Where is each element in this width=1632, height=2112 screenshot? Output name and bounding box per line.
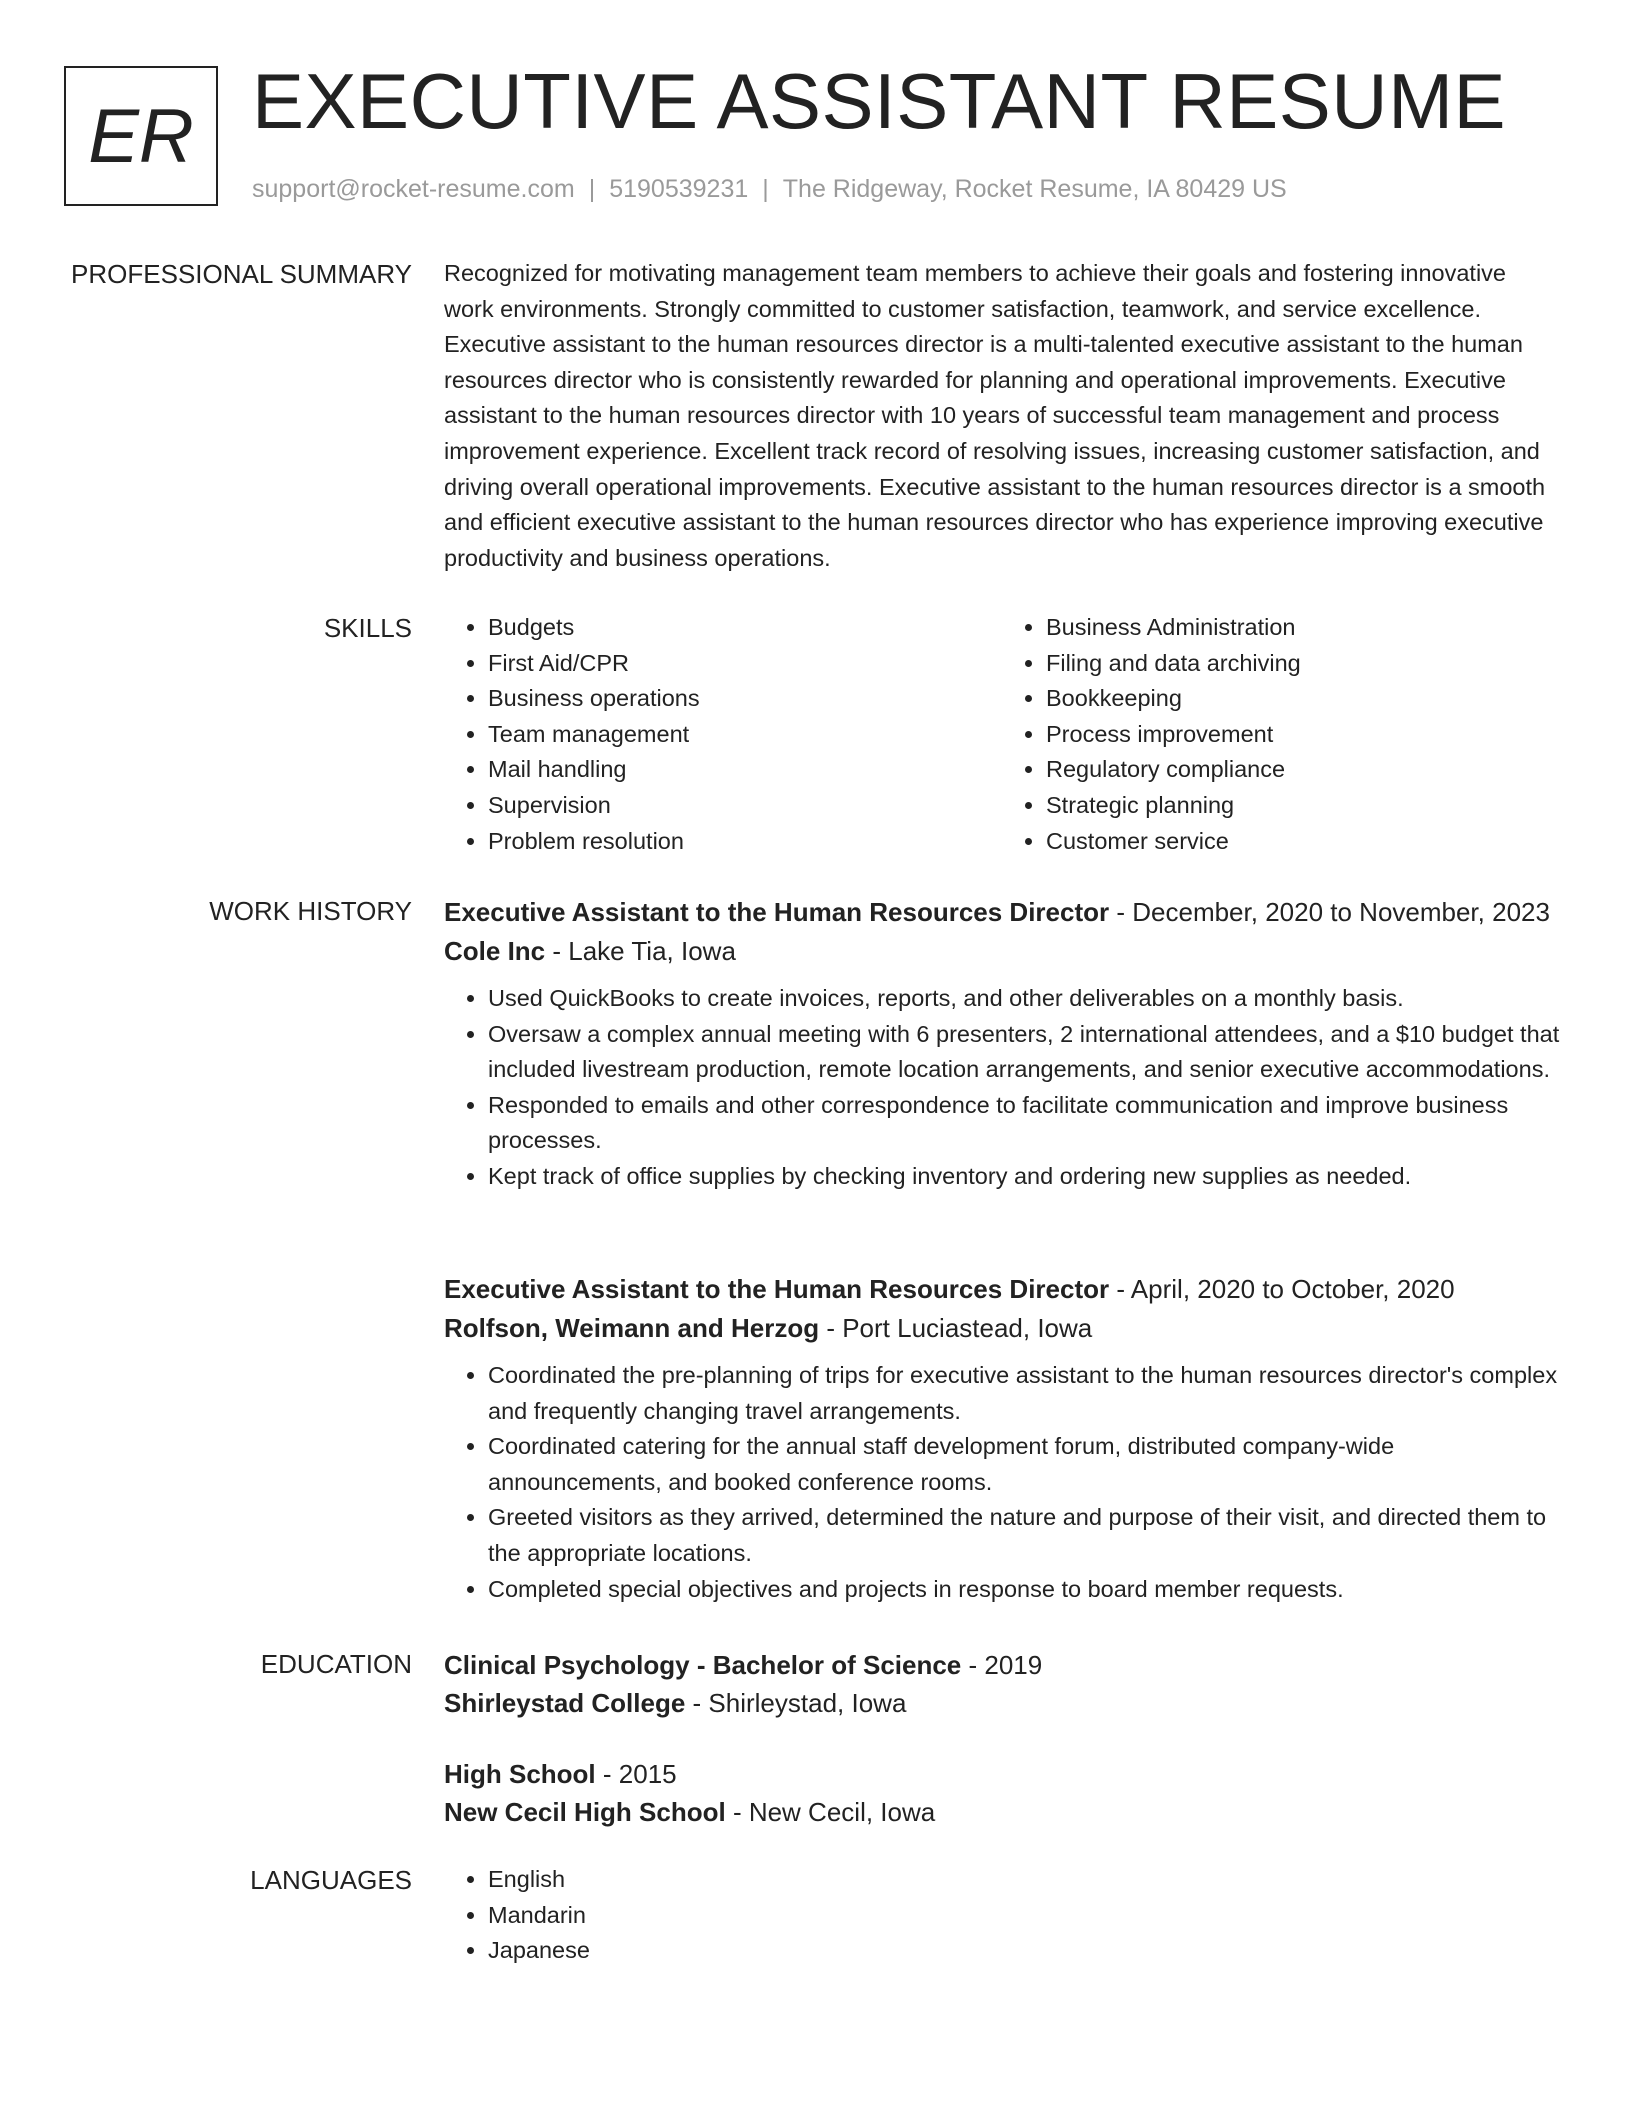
job-bullet: • Oversaw a complex annual meeting with 6 presenters, 2 international attendees, and a $10 budget that included livestream production, remote location arrangements, and senior executive accommodations. bbox=[488, 1017, 1560, 1088]
skill-item: • Team management bbox=[488, 717, 1002, 753]
edu-degree: Clinical Psychology - Bachelor of Science bbox=[444, 1650, 962, 1680]
skill-item: • Process improvement bbox=[1046, 717, 1560, 753]
skills-content bbox=[444, 610, 1560, 859]
section-label-work: WORK HISTORY bbox=[209, 896, 412, 926]
edu-degree: High School bbox=[444, 1759, 596, 1789]
skill-item: • Business Administration bbox=[1046, 610, 1560, 646]
job-bullet: • Greeted visitors as they arrived, determined the nature and purpose of their visit, and directed them to the appropriate locations. bbox=[488, 1500, 1560, 1571]
resume-title: EXECUTIVE ASSISTANT RESUME bbox=[252, 57, 1507, 145]
edu-degree-line bbox=[444, 1755, 1560, 1793]
job-dates: - April, 2020 to October, 2020 bbox=[1109, 1274, 1455, 1304]
job-bullets bbox=[444, 981, 1560, 1195]
monogram-box: ER bbox=[64, 66, 218, 206]
job-entry bbox=[444, 1270, 1560, 1607]
skill-item: • Customer service bbox=[1046, 824, 1560, 860]
skill-item: • Regulatory compliance bbox=[1046, 752, 1560, 788]
job-company: Cole Inc bbox=[444, 936, 546, 966]
job-bullet: • Kept track of office supplies by checking inventory and ordering new supplies as needed. bbox=[488, 1159, 1560, 1195]
education-entry bbox=[444, 1646, 1560, 1722]
job-bullets bbox=[444, 1358, 1560, 1607]
job-location: - Port Luciastead, Iowa bbox=[819, 1313, 1093, 1343]
job-company-line bbox=[444, 932, 1560, 971]
skill-item: • Bookkeeping bbox=[1046, 681, 1560, 717]
summary-content bbox=[444, 256, 1560, 576]
edu-location: - New Cecil, Iowa bbox=[725, 1797, 936, 1827]
job-title-line bbox=[444, 893, 1560, 932]
contact-separator: | bbox=[762, 175, 769, 203]
job-bullet: • Coordinated the pre-planning of trips for executive assistant to the human resources director's complex and frequently changing travel arrangements. bbox=[488, 1358, 1560, 1429]
skill-item: • Mail handling bbox=[488, 752, 1002, 788]
languages-list bbox=[444, 1862, 1560, 1969]
job-bullet: • Used QuickBooks to create invoices, reports, and other deliverables on a monthly basis. bbox=[488, 981, 1560, 1017]
contact-line bbox=[252, 172, 1287, 206]
section-label-skills: SKILLS bbox=[323, 613, 412, 643]
skill-item: • Supervision bbox=[488, 788, 1002, 824]
edu-school-line bbox=[444, 1684, 1560, 1722]
section-label-education: EDUCATION bbox=[260, 1649, 412, 1679]
job-title: Executive Assistant to the Human Resources Director bbox=[444, 897, 1110, 927]
skills-list-right bbox=[1002, 610, 1560, 859]
skill-item: • Business operations bbox=[488, 681, 1002, 717]
job-company: Rolfson, Weimann and Herzog bbox=[444, 1313, 820, 1343]
contact-email: support@rocket-resume.com bbox=[252, 175, 575, 203]
job-title: Executive Assistant to the Human Resources Director bbox=[444, 1274, 1110, 1304]
job-bullet: • Coordinated catering for the annual staff development forum, distributed company-wide announcements, and booked conference rooms. bbox=[488, 1429, 1560, 1500]
edu-school: New Cecil High School bbox=[444, 1797, 726, 1827]
edu-school: Shirleystad College bbox=[444, 1688, 686, 1718]
skill-item: • First Aid/CPR bbox=[488, 646, 1002, 682]
edu-year: - 2019 bbox=[961, 1650, 1043, 1680]
language-item: • Japanese bbox=[488, 1933, 1560, 1969]
job-bullet: • Completed special objectives and projects in response to board member requests. bbox=[488, 1572, 1560, 1608]
skill-item: • Budgets bbox=[488, 610, 1002, 646]
skill-item: • Strategic planning bbox=[1046, 788, 1560, 824]
skills-list-left bbox=[444, 610, 1002, 859]
job-company-line bbox=[444, 1309, 1560, 1348]
job-location: - Lake Tia, Iowa bbox=[545, 936, 736, 966]
job-dates: - December, 2020 to November, 2023 bbox=[1109, 897, 1550, 927]
language-item: • Mandarin bbox=[488, 1898, 1560, 1934]
job-entry bbox=[444, 893, 1560, 1195]
edu-school-line bbox=[444, 1793, 1560, 1831]
contact-address: The Ridgeway, Rocket Resume, IA 80429 US bbox=[782, 175, 1287, 203]
job-title-line bbox=[444, 1270, 1560, 1309]
section-label-summary: PROFESSIONAL SUMMARY bbox=[71, 259, 412, 289]
section-label-languages: LANGUAGES bbox=[250, 1865, 412, 1895]
language-item: • English bbox=[488, 1862, 1560, 1898]
summary-text: Recognized for motivating management team members to achieve their goals and fostering innovative work environments. Strongly committed to customer satisfaction, teamwork, and service excellence. Executive assistant to the human resources director is a multi-talented executive assistant to the human resources director who is consistently rewarded for planning and operational improvements. Executive assistant to the human resources director with 10 years of successful team management and process improvement experience. Excellent track record of resolving issues, increasing customer satisfaction, and driving overall operational improvements. Executive assistant to the human resources director is a smooth and efficient executive assistant to the human resources director who has experience improving executive productivity and business operations. bbox=[444, 260, 1546, 571]
edu-location: - Shirleystad, Iowa bbox=[685, 1688, 907, 1718]
skill-item: • Problem resolution bbox=[488, 824, 1002, 860]
edu-degree-line bbox=[444, 1646, 1560, 1684]
languages-content bbox=[444, 1862, 1560, 1969]
skill-item: • Filing and data archiving bbox=[1046, 646, 1560, 682]
education-entry bbox=[444, 1755, 1560, 1831]
contact-phone: 5190539231 bbox=[609, 175, 749, 203]
contact-separator: | bbox=[588, 175, 596, 203]
job-bullet: • Responded to emails and other correspondence to facilitate communication and improve business processes. bbox=[488, 1088, 1560, 1159]
edu-year: - 2015 bbox=[595, 1759, 677, 1789]
